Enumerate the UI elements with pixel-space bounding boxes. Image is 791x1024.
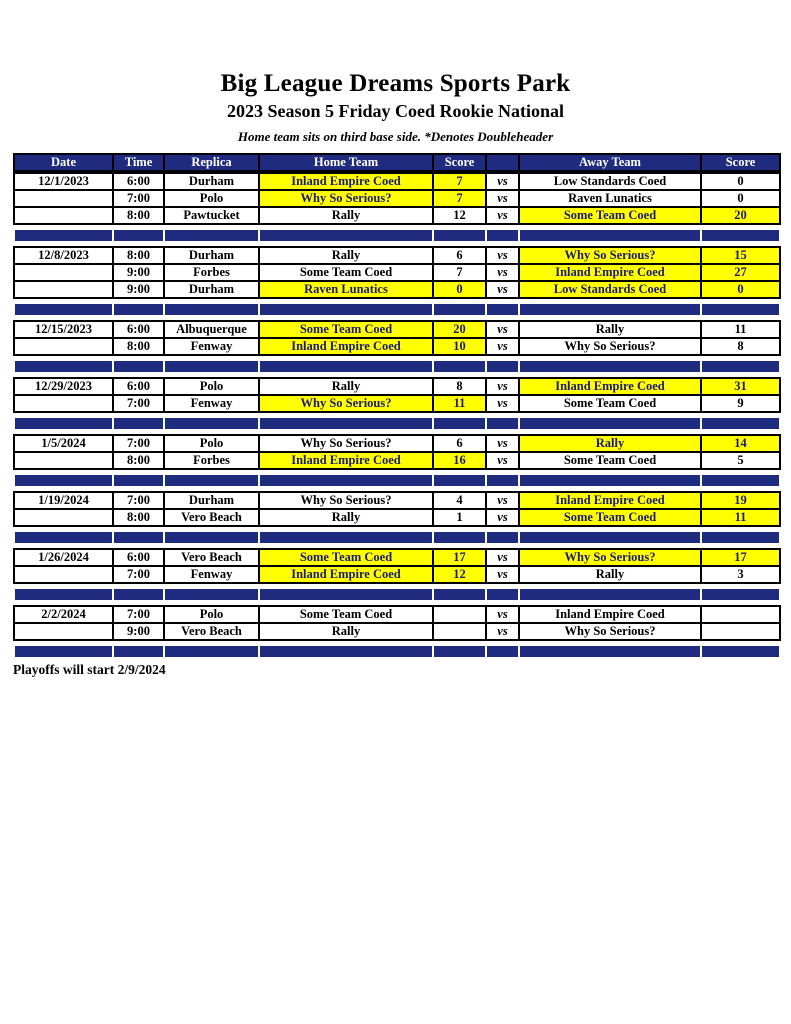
- separator-cell: [702, 361, 779, 372]
- separator-cell: [260, 475, 432, 486]
- date-cell: [15, 453, 112, 468]
- game-group: [13, 491, 781, 527]
- vs-cell: vs: [487, 379, 518, 394]
- separator-row: [13, 359, 781, 374]
- home-team-cell: Rally: [260, 510, 432, 525]
- away-score-cell: 0: [702, 174, 779, 189]
- separator-cell: [114, 475, 163, 486]
- home-team-cell: Rally: [260, 624, 432, 639]
- separator-row: [13, 228, 781, 243]
- replica-cell: Polo: [165, 607, 258, 622]
- replica-cell: Forbes: [165, 265, 258, 280]
- separator-cell: [487, 646, 518, 657]
- away-score-cell: [702, 607, 779, 622]
- vs-cell: vs: [487, 453, 518, 468]
- page-subtitle: 2023 Season 5 Friday Coed Rookie National: [226, 101, 565, 121]
- replica-cell: Polo: [165, 379, 258, 394]
- away-team-cell: Some Team Coed: [520, 453, 700, 468]
- separator-cell: [15, 361, 112, 372]
- separator-cell: [434, 589, 485, 600]
- separator-cell: [114, 304, 163, 315]
- replica-cell: Durham: [165, 282, 258, 297]
- separator-cell: [165, 361, 258, 372]
- home-team-cell: Inland Empire Coed: [260, 453, 432, 468]
- separator-cell: [165, 304, 258, 315]
- away-team-cell: Some Team Coed: [520, 396, 700, 411]
- home-score-cell: 0: [434, 282, 485, 297]
- time-cell: 8:00: [114, 208, 163, 223]
- separator-row: [13, 587, 781, 602]
- home-score-cell: 7: [434, 174, 485, 189]
- home-score-cell: 10: [434, 339, 485, 354]
- away-score-cell: 0: [702, 282, 779, 297]
- time-cell: 9:00: [114, 282, 163, 297]
- away-team-cell: Why So Serious?: [520, 339, 700, 354]
- separator-cell: [165, 475, 258, 486]
- column-header-time: Time: [114, 155, 163, 170]
- home-team-cell: Why So Serious?: [260, 396, 432, 411]
- separator-cell: [15, 646, 112, 657]
- separator-cell: [114, 589, 163, 600]
- separator-cell: [434, 304, 485, 315]
- replica-cell: Albuquerque: [165, 322, 258, 337]
- home-score-cell: 6: [434, 436, 485, 451]
- time-cell: 6:00: [114, 379, 163, 394]
- page-title: Big League Dreams Sports Park: [220, 70, 571, 97]
- away-team-cell: Inland Empire Coed: [520, 493, 700, 508]
- time-cell: 7:00: [114, 396, 163, 411]
- replica-cell: Durham: [165, 248, 258, 263]
- vs-cell: vs: [487, 493, 518, 508]
- time-cell: 9:00: [114, 265, 163, 280]
- separator-cell: [15, 304, 112, 315]
- separator-cell: [165, 532, 258, 543]
- vs-cell: vs: [487, 248, 518, 263]
- vs-cell: vs: [487, 436, 518, 451]
- replica-cell: Fenway: [165, 567, 258, 582]
- time-cell: 6:00: [114, 322, 163, 337]
- replica-cell: Vero Beach: [165, 624, 258, 639]
- separator-cell: [487, 361, 518, 372]
- vs-cell: vs: [487, 265, 518, 280]
- separator-row: [13, 302, 781, 317]
- away-team-cell: Rally: [520, 322, 700, 337]
- home-score-cell: 7: [434, 265, 485, 280]
- separator-cell: [114, 361, 163, 372]
- date-cell: [15, 265, 112, 280]
- replica-cell: Fenway: [165, 396, 258, 411]
- separator-row: [13, 416, 781, 431]
- separator-cell: [165, 418, 258, 429]
- replica-cell: Polo: [165, 436, 258, 451]
- separator-cell: [260, 418, 432, 429]
- home-score-cell: 7: [434, 191, 485, 206]
- away-score-cell: 9: [702, 396, 779, 411]
- separator-cell: [434, 532, 485, 543]
- date-cell: 1/19/2024: [15, 493, 112, 508]
- column-header-vs: [487, 155, 518, 170]
- table-header-row: [13, 153, 781, 172]
- separator-cell: [487, 589, 518, 600]
- time-cell: 8:00: [114, 510, 163, 525]
- separator-cell: [165, 230, 258, 241]
- page-note: Home team sits on third base side. *Denotes Doubleheader: [237, 129, 554, 144]
- vs-cell: vs: [487, 607, 518, 622]
- away-team-cell: Rally: [520, 567, 700, 582]
- separator-cell: [260, 589, 432, 600]
- separator-cell: [702, 646, 779, 657]
- separator-cell: [520, 304, 700, 315]
- separator-cell: [260, 304, 432, 315]
- separator-cell: [520, 646, 700, 657]
- home-team-cell: Rally: [260, 379, 432, 394]
- separator-cell: [702, 230, 779, 241]
- date-cell: [15, 510, 112, 525]
- separator-cell: [520, 475, 700, 486]
- replica-cell: Vero Beach: [165, 510, 258, 525]
- game-group: [13, 246, 781, 299]
- column-header-replica: Replica: [165, 155, 258, 170]
- away-score-cell: 11: [702, 322, 779, 337]
- away-team-cell: Inland Empire Coed: [520, 265, 700, 280]
- separator-cell: [15, 418, 112, 429]
- vs-cell: vs: [487, 550, 518, 565]
- separator-cell: [114, 532, 163, 543]
- replica-cell: Vero Beach: [165, 550, 258, 565]
- replica-cell: Forbes: [165, 453, 258, 468]
- away-team-cell: Why So Serious?: [520, 624, 700, 639]
- home-team-cell: Why So Serious?: [260, 493, 432, 508]
- vs-cell: vs: [487, 624, 518, 639]
- away-score-cell: 31: [702, 379, 779, 394]
- home-team-cell: Inland Empire Coed: [260, 567, 432, 582]
- date-cell: 12/15/2023: [15, 322, 112, 337]
- game-group: [13, 605, 781, 641]
- column-header-away-team: Away Team: [520, 155, 700, 170]
- date-cell: 1/26/2024: [15, 550, 112, 565]
- replica-cell: Pawtucket: [165, 208, 258, 223]
- home-team-cell: Some Team Coed: [260, 322, 432, 337]
- vs-cell: vs: [487, 191, 518, 206]
- home-score-cell: [434, 624, 485, 639]
- away-score-cell: 8: [702, 339, 779, 354]
- home-score-cell: 12: [434, 208, 485, 223]
- away-score-cell: 20: [702, 208, 779, 223]
- time-cell: 8:00: [114, 248, 163, 263]
- away-score-cell: 19: [702, 493, 779, 508]
- vs-cell: vs: [487, 567, 518, 582]
- separator-cell: [15, 532, 112, 543]
- separator-cell: [114, 230, 163, 241]
- home-score-cell: [434, 607, 485, 622]
- home-score-cell: 8: [434, 379, 485, 394]
- vs-cell: vs: [487, 174, 518, 189]
- separator-cell: [165, 589, 258, 600]
- schedule-table: [13, 153, 791, 659]
- time-cell: 8:00: [114, 339, 163, 354]
- date-cell: 1/5/2024: [15, 436, 112, 451]
- game-group: [13, 320, 781, 356]
- separator-cell: [15, 230, 112, 241]
- away-score-cell: 11: [702, 510, 779, 525]
- vs-cell: vs: [487, 510, 518, 525]
- separator-cell: [260, 361, 432, 372]
- vs-cell: vs: [487, 208, 518, 223]
- away-score-cell: 27: [702, 265, 779, 280]
- home-team-cell: Inland Empire Coed: [260, 174, 432, 189]
- separator-cell: [15, 589, 112, 600]
- home-score-cell: 4: [434, 493, 485, 508]
- separator-cell: [702, 589, 779, 600]
- date-cell: [15, 339, 112, 354]
- away-team-cell: Why So Serious?: [520, 248, 700, 263]
- separator-cell: [487, 304, 518, 315]
- replica-cell: Polo: [165, 191, 258, 206]
- time-cell: 7:00: [114, 191, 163, 206]
- game-group: [13, 434, 781, 470]
- away-team-cell: Inland Empire Coed: [520, 607, 700, 622]
- time-cell: 9:00: [114, 624, 163, 639]
- home-score-cell: 1: [434, 510, 485, 525]
- column-header-home-team: Home Team: [260, 155, 432, 170]
- home-score-cell: 12: [434, 567, 485, 582]
- separator-cell: [434, 361, 485, 372]
- time-cell: 8:00: [114, 453, 163, 468]
- separator-cell: [520, 361, 700, 372]
- separator-row: [13, 644, 781, 659]
- time-cell: 7:00: [114, 493, 163, 508]
- replica-cell: Durham: [165, 174, 258, 189]
- home-team-cell: Rally: [260, 208, 432, 223]
- home-team-cell: Rally: [260, 248, 432, 263]
- time-cell: 7:00: [114, 436, 163, 451]
- column-header-away-score: Score: [702, 155, 779, 170]
- vs-cell: vs: [487, 322, 518, 337]
- separator-cell: [702, 304, 779, 315]
- separator-cell: [165, 646, 258, 657]
- separator-cell: [260, 230, 432, 241]
- home-score-cell: 20: [434, 322, 485, 337]
- away-team-cell: Some Team Coed: [520, 208, 700, 223]
- time-cell: 6:00: [114, 174, 163, 189]
- separator-cell: [702, 418, 779, 429]
- away-score-cell: 0: [702, 191, 779, 206]
- home-score-cell: 6: [434, 248, 485, 263]
- home-score-cell: 17: [434, 550, 485, 565]
- separator-cell: [434, 475, 485, 486]
- playoffs-note: Playoffs will start 2/9/2024: [13, 662, 166, 677]
- away-team-cell: Low Standards Coed: [520, 174, 700, 189]
- away-team-cell: Inland Empire Coed: [520, 379, 700, 394]
- vs-cell: vs: [487, 282, 518, 297]
- away-score-cell: 15: [702, 248, 779, 263]
- date-cell: [15, 396, 112, 411]
- home-team-cell: Raven Lunatics: [260, 282, 432, 297]
- column-header-home-score: Score: [434, 155, 485, 170]
- separator-cell: [487, 475, 518, 486]
- game-group: [13, 548, 781, 584]
- separator-cell: [702, 475, 779, 486]
- away-team-cell: Low Standards Coed: [520, 282, 700, 297]
- date-cell: 12/1/2023: [15, 174, 112, 189]
- away-team-cell: Raven Lunatics: [520, 191, 700, 206]
- away-team-cell: Some Team Coed: [520, 510, 700, 525]
- separator-cell: [114, 646, 163, 657]
- column-header-date: Date: [15, 155, 112, 170]
- separator-cell: [15, 475, 112, 486]
- home-team-cell: Why So Serious?: [260, 191, 432, 206]
- separator-cell: [260, 646, 432, 657]
- separator-row: [13, 473, 781, 488]
- separator-row: [13, 530, 781, 545]
- home-team-cell: Why So Serious?: [260, 436, 432, 451]
- separator-cell: [434, 646, 485, 657]
- date-cell: 12/29/2023: [15, 379, 112, 394]
- home-score-cell: 11: [434, 396, 485, 411]
- game-group: [13, 377, 781, 413]
- separator-cell: [434, 418, 485, 429]
- date-cell: 2/2/2024: [15, 607, 112, 622]
- game-group: [13, 172, 781, 225]
- separator-cell: [487, 230, 518, 241]
- time-cell: 7:00: [114, 567, 163, 582]
- separator-cell: [487, 532, 518, 543]
- date-cell: 12/8/2023: [15, 248, 112, 263]
- away-score-cell: 17: [702, 550, 779, 565]
- date-cell: [15, 191, 112, 206]
- away-score-cell: [702, 624, 779, 639]
- home-team-cell: Some Team Coed: [260, 550, 432, 565]
- time-cell: 6:00: [114, 550, 163, 565]
- separator-cell: [520, 589, 700, 600]
- separator-cell: [520, 418, 700, 429]
- separator-cell: [520, 230, 700, 241]
- separator-cell: [114, 418, 163, 429]
- home-team-cell: Inland Empire Coed: [260, 339, 432, 354]
- date-cell: [15, 282, 112, 297]
- away-score-cell: 3: [702, 567, 779, 582]
- home-team-cell: Some Team Coed: [260, 265, 432, 280]
- replica-cell: Fenway: [165, 339, 258, 354]
- date-cell: [15, 208, 112, 223]
- separator-cell: [487, 418, 518, 429]
- schedule-groups: [13, 172, 791, 659]
- vs-cell: vs: [487, 339, 518, 354]
- separator-cell: [702, 532, 779, 543]
- home-team-cell: Some Team Coed: [260, 607, 432, 622]
- away-score-cell: 14: [702, 436, 779, 451]
- home-score-cell: 16: [434, 453, 485, 468]
- away-score-cell: 5: [702, 453, 779, 468]
- date-cell: [15, 567, 112, 582]
- separator-cell: [260, 532, 432, 543]
- replica-cell: Durham: [165, 493, 258, 508]
- time-cell: 7:00: [114, 607, 163, 622]
- date-cell: [15, 624, 112, 639]
- separator-cell: [520, 532, 700, 543]
- separator-cell: [434, 230, 485, 241]
- away-team-cell: Rally: [520, 436, 700, 451]
- vs-cell: vs: [487, 396, 518, 411]
- away-team-cell: Why So Serious?: [520, 550, 700, 565]
